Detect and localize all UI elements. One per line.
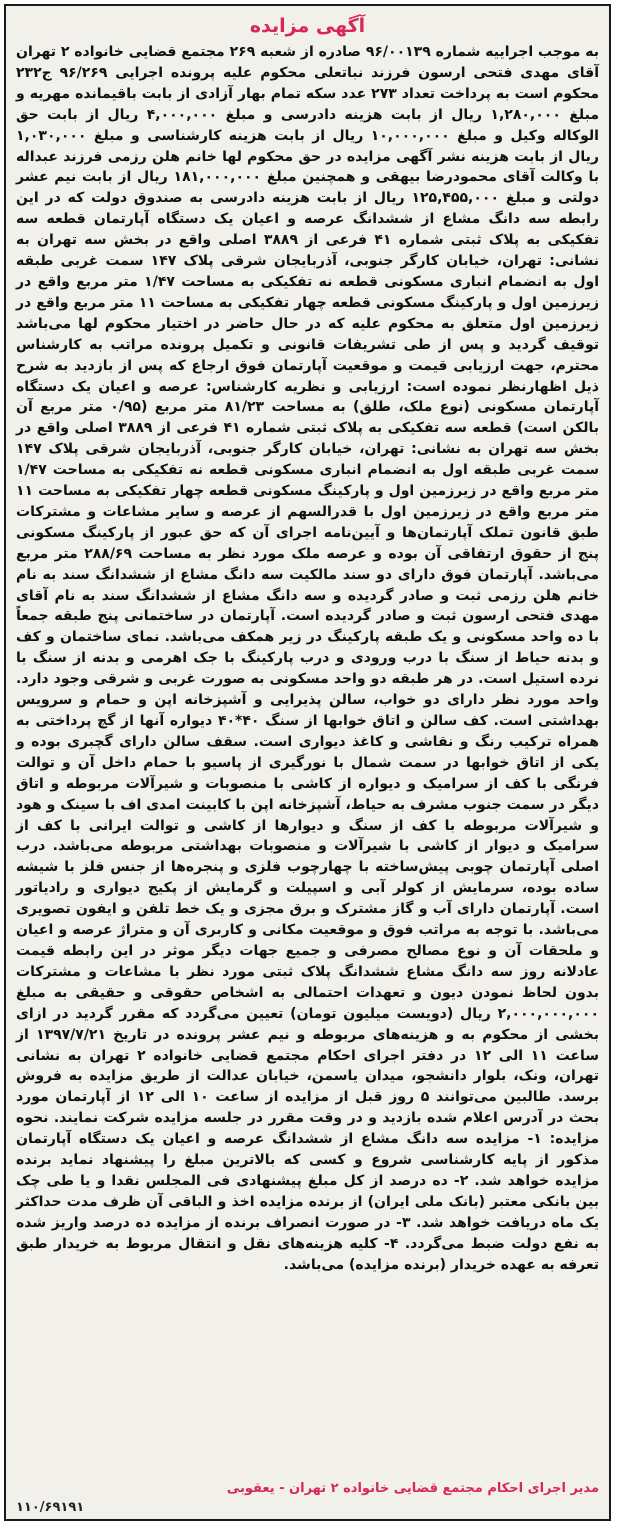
signer-line: مدیر اجرای احکام مجتمع قضایی خانواده ۲ تهران - یعقوبی (226, 1481, 599, 1496)
notice-title: آگهی مزایده (249, 15, 366, 37)
notice-code: ۱۱۰/۶۹۱۹۱ (16, 1500, 85, 1515)
notice-footer (6, 1479, 609, 1515)
notice-body: به موجب اجراییه شماره ۹۶/۰۰۱۳۹ صادره از شعبه ۲۶۹ مجتمع قضایی خانواده ۲ تهران آقای مهدی فتحی ارسون فرزند نباتعلی محکوم علیه پرونده اجرایی ۹۶/۲۶۹ ج۲۳۲ محکوم است به پرداخت تعداد ۲۷۳ عدد سکه تمام بهار آزادی از بابت باقیمانده مهریه و مبلغ ۱,۲۸۰,۰۰۰ ریال از بابت هزینه دادرسی و مبلغ ۴,۰۰۰,۰۰۰ ریال از بابت حق الوکاله وکیل و مبلغ ۱۰,۰۰۰,۰۰۰ ریال از بابت هزینه کارشناسی و مبلغ ۱,۰۳۰,۰۰۰ ریال از بابت هزینه نشر آگهی مزایده در حق محکوم لها خانم هلن رزمی فرزند عبداله با وکالت آقای محمودرضا بیهقی و همچنین مبلغ ۱۸۱,۰۰۰,۰۰۰ ریال از بابت نیم عشر دولتی و مبلغ ۱۲۵,۴۵۵,۰۰۰ ریال از بابت هزینه دادرسی به صندوق دولت که در این رابطه سه دانگ مشاع از ششدانگ عرصه و اعیان یک دستگاه آپارتمان قطعه سه تفکیکی به پلاک ثبتی شماره ۴۱ فرعی از ۳۸۸۹ اصلی واقع در بخش سه تهران به نشانی: تهران، خیابان کارگر جنوبی، آذربایجان شرقی پلاک ۱۴۷ سمت غربی طبقه اول به انضمام انباری مسکونی قطعه نه تفکیکی به مساحت ۱/۴۷ متر مربع واقع در زیرزمین اول و پارکینگ مسکونی قطعه چهار تفکیکی به مساحت ۱۱ متر مربع واقع در زیرزمین اول متعلق به محکوم علیه که در حال حاضر در اختیار محکوم لها می‌باشد توقیف گردید و پس از طی تشریفات قانونی و تکمیل پرونده مراتب به کارشناس محترم، جهت ارزیابی قیمت و موقعیت آپارتمان فوق ارجاع که پس از بازدید به شرح ذیل اظهارنظر نموده است: ارزیابی و نظریه کارشناس: عرصه و اعیان یک دستگاه آپارتمان مسکونی (نوع ملک، طلق) به مساحت ۸۱/۲۳ متر مربع (۰/۹۵ متر مربع آن بالکن است) قطعه سه تفکیکی به پلاک ثبتی شماره ۴۱ فرعی از ۳۸۸۹ اصلی واقع در بخش سه تهران به نشانی: تهران، خیابان کارگر جنوبی، آذربایجان شرقی پلاک ۱۴۷ سمت غربی طبقه اول به انضمام انباری مسکونی قطعه نه تفکیکی به مساحت ۱/۴۷ متر مربع واقع در زیرزمین اول و پارکینگ مسکونی قطعه چهار تفکیکی به مساحت ۱۱ متر مربع واقع در زیرزمین اول با قدرالسهم از عرصه و سایر مشاعات و مشترکات طبق قانون تملک آپارتمان‌ها و آیین‌نامه اجرای آن که حق عبور از پارکینگ مسکونی پنج از حقوق ارتفاقی آن بوده و عرصه ملک مورد نظر به مساحت ۲۸۸/۶۹ متر مربع می‌باشد. آپارتمان فوق دارای دو سند مالکیت سه دانگ مشاع از ششدانگ سند به نام خانم هلن رزمی ثبت و صادر گردیده و سه دانگ مشاع از ششدانگ سند به نام آقای مهدی فتحی ارسون ثبت و صادر گردیده است. آپارتمان در ساختمانی پنج طبقه جمعاً با ده واحد مسکونی و یک طبقه پارکینگ در زیر همکف می‌باشد. نمای ساختمان و کف و بدنه حیاط از سنگ با درب ورودی و درب پارکینگ با جک اهرمی و بدنه از سنگ با نرده استیل است. در هر طبقه دو واحد مسکونی به صورت غربی و شرقی وجود دارد. واحد مورد نظر دارای دو خواب، سالن پذیرایی و آشپزخانه اپن و حمام و سرویس بهداشتی است. کف سالن و اتاق خوابها از سنگ ۴۰*۴۰ دیواره آنها از گچ پرداختی به همراه ترکیب رنگ و نقاشی و کاغذ دیواری است. سقف سالن دارای گچبری بوده و یکی از اتاق خوابها در سمت شمال با نورگیری از پاسیو با حمام داخل آن و توالت فرنگی با کف از سرامیک و دیواره از کاشی با منصوبات و شیرآلات مربوطه و اتاق دیگر در سمت جنوب مشرف به حیاط، آشپزخانه اپن با کابینت امدی اف با سینک و هود و شیرآلات مربوطه با کف از سنگ و دیوارها از کاشی و توالت ایرانی با کف از سرامیک و دیوار از کاشی با شیرآلات و منصوبات بهداشتی مربوطه می‌باشد. درب اصلی آپارتمان چوبی پیش‌ساخته با چهارچوب فلزی و پنجره‌ها از جنس فلز با شیشه ساده بوده، سرمایش از کولر آبی و اسپیلت و گرمایش از پکیج دیواری و رادیاتور است. آپارتمان دارای آب و گاز مشترک و برق مجزی و یک خط تلفن و ایفون تصویری می‌باشد. با توجه به مراتب فوق و موقعیت مکانی و کاربری آن و متراژ عرصه و اعیان و ملحقات آن و نوع مصالح مصرفی و جمیع جهات دیگر موثر در این رابطه قیمت عادلانه روز سه دانگ مشاع ششدانگ پلاک ثبتی مورد نظر با مشاعات و مشترکات بدون لحاظ نمودن دیون و تعهدات احتمالی به اشخاص حقوقی و حقیقی به مبلغ ۲,۰۰۰,۰۰۰,۰۰۰ ریال (دویست میلیون تومان) تعیین می‌گردد که مقرر گردید در ازای بخشی از محکوم به و هزینه‌های مربوطه و نیم عشر پرونده در تاریخ ۱۳۹۷/۷/۲۱ از ساعت ۱۱ الی ۱۲ در دفتر اجرای احکام مجتمع قضایی خانواده ۲ تهران به نشانی تهران، ونک، بلوار دانشجو، میدان یاسمن، خیابان عدالت از طریق مزایده به فروش برسد. طالبین می‌توانند ۵ روز قبل از مزایده از ساعت ۱۰ الی ۱۲ از آپارتمان مورد بحث در آدرس اعلام شده بازدید و در وقت مقرر در جلسه مزایده شرکت نمایند. نحوه مزایده: ۱- مزایده سه دانگ مشاع از ششدانگ عرصه و اعیان یک دستگاه آپارتمان مذکور از پایه کارشناسی شروع و کسی که بالاترین مبلغ را پیشنهاد نماید برنده مزایده خواهد شد. ۲- ده درصد از کل مبلغ پیشنهادی فی المجلس نقدا و یا طی چک بین بانکی معتبر (بانک ملی ایران) از برنده مزایده اخذ و الباقی آن ظرف مدت حداکثر یک ماه دریافت خواهد شد. ۳- در صورت انصراف برنده از مزایده ده درصد واریز شده به نفع دولت ضبط می‌گردد. ۴- کلیه هزینه‌های نقل و انتقال مربوط به خریدار طبق تعرفه به عهده خریدار (برنده مزایده) می‌باشد. (16, 44, 600, 1273)
auction-notice (4, 4, 611, 1521)
